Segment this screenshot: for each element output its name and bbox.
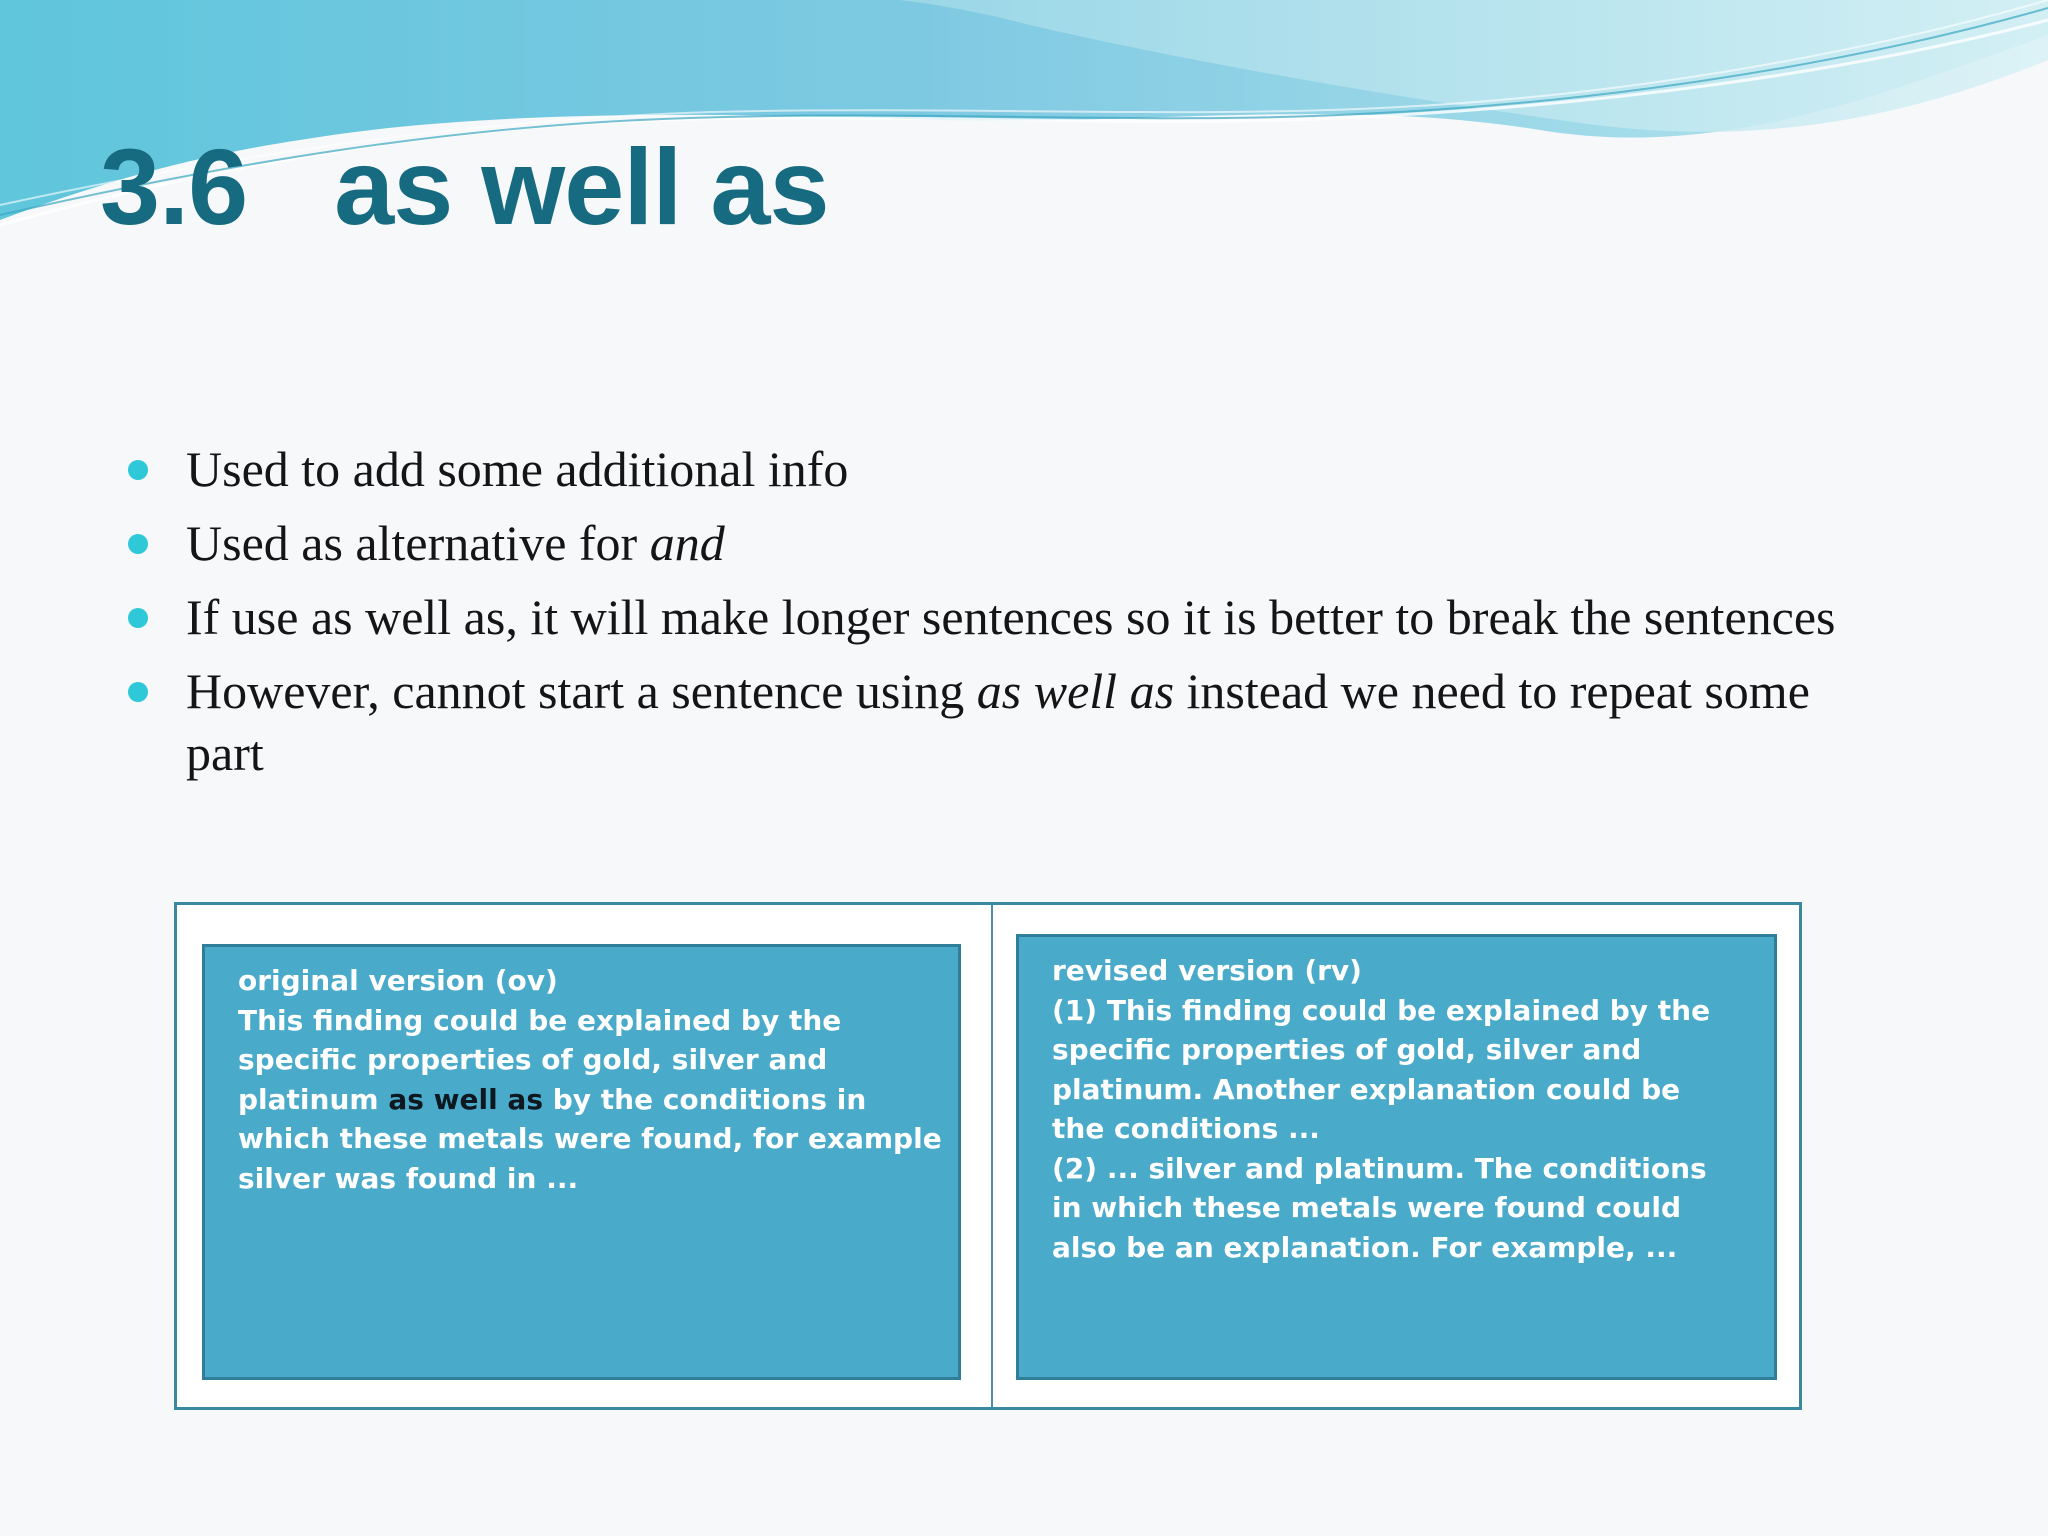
original-version-panel — [202, 944, 961, 1380]
bullet-text: Used to add some additional info — [186, 441, 849, 497]
bullet-dot-icon — [128, 534, 148, 554]
bullet-text: Used as alternative for — [186, 515, 650, 571]
bullet-dot-icon — [128, 460, 148, 480]
bullet-item — [128, 512, 1888, 574]
revised-line: (2) ... silver and platinum. The conditions — [1052, 1151, 1707, 1185]
original-line: which these metals were found, for example — [238, 1122, 942, 1155]
original-line-text: platinum — [238, 1082, 389, 1116]
revised-line: platinum. Another explanation could be — [1052, 1072, 1681, 1106]
original-line: This finding could be explained by the — [238, 1003, 842, 1037]
original-line: specific properties of gold, silver and — [238, 1043, 828, 1076]
revised-line: the conditions ... — [1052, 1112, 1320, 1145]
bullet-item — [128, 660, 1888, 784]
bullet-text: However, cannot start a sentence using — [186, 663, 977, 719]
bullet-dot-icon — [128, 608, 148, 628]
bullet-list — [128, 438, 1888, 796]
revised-line: (1) This finding could be explained by the — [1052, 993, 1711, 1027]
comparison-frame — [174, 902, 1802, 1410]
bullet-emphasis: as well as — [976, 663, 1175, 719]
bullet-item — [128, 438, 1888, 500]
revised-line: also be an explanation. For example, ... — [1052, 1230, 1678, 1264]
revised-line: specific properties of gold, silver and — [1052, 1033, 1642, 1066]
revised-line: in which these metals were found could — [1052, 1191, 1682, 1224]
bullet-emphasis: and — [649, 515, 725, 571]
revised-version-panel — [1016, 934, 1777, 1380]
frame-divider — [991, 905, 993, 1407]
bullet-text-tail: instead we need to repeat some part — [186, 663, 1810, 781]
original-heading: original version (ov) — [238, 964, 558, 997]
highlighted-phrase: as well as — [388, 1082, 543, 1116]
original-line: silver was found in ... — [238, 1161, 579, 1195]
bullet-text: If use as well as, it will make longer sentences so it is better to break the sentences — [186, 589, 1836, 645]
original-line — [238, 1080, 938, 1120]
bullet-dot-icon — [128, 682, 148, 702]
original-line-text: by the conditions in — [542, 1082, 867, 1116]
bullet-item — [128, 586, 1888, 648]
revised-heading: revised version (rv) — [1052, 954, 1362, 987]
slide-title: 3.6 as well as — [100, 126, 829, 247]
